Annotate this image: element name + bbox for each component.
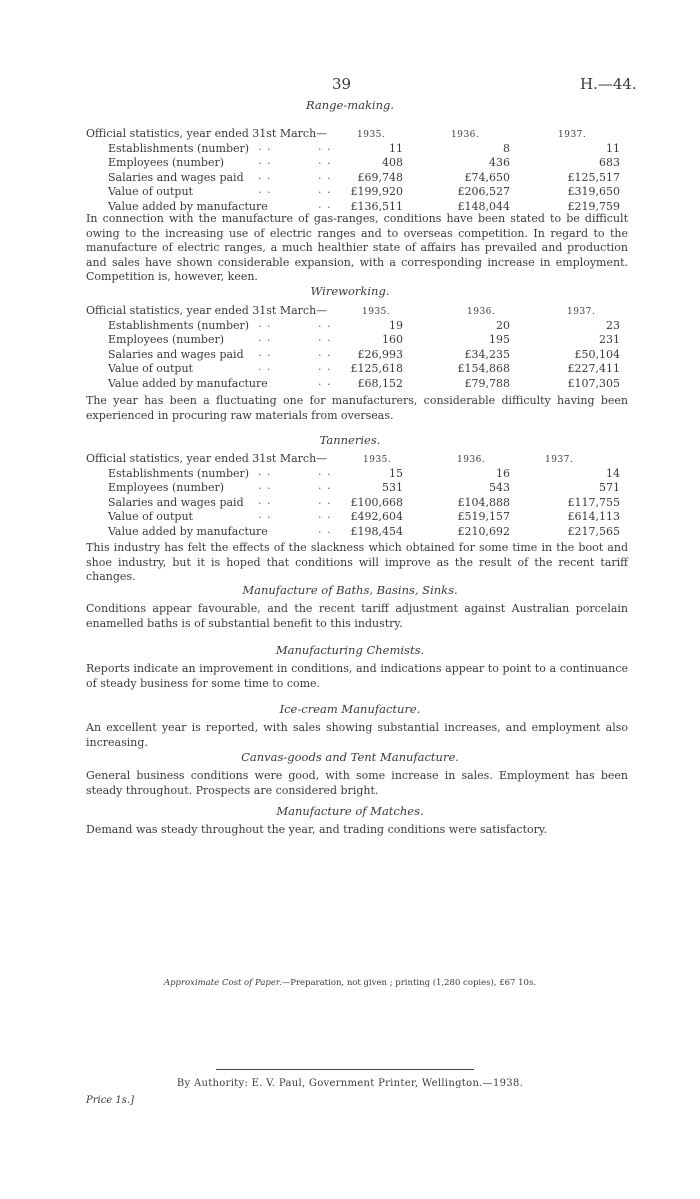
paragraph-icecream: An excellent year is reported, with sales showing substantial increases, and employment also increasing. <box>86 721 628 749</box>
row-label: Value of output <box>108 510 193 523</box>
stats-lead: Official statistics, year ended 31st March— <box>86 452 328 465</box>
year-1935: 1935. <box>362 307 391 317</box>
row-label: Establishments (number) <box>108 466 250 480</box>
cell-1937: £117,755 <box>567 495 620 509</box>
cell-1937: 23 <box>606 318 620 332</box>
row-label: Employees (number) <box>108 156 225 169</box>
document-code: H.—44. <box>580 75 637 93</box>
leader-dots: . . <box>258 168 272 182</box>
table-row <box>86 316 646 334</box>
table-row <box>86 333 646 348</box>
leader-dots: . . <box>318 345 332 359</box>
cell-1937: 14 <box>606 466 620 480</box>
cost-label: Approximate Cost of Paper. <box>163 978 282 988</box>
cell-1936: 16 <box>496 466 510 480</box>
leader-dots: . . <box>318 183 332 196</box>
cell-1935: £69,748 <box>357 170 403 184</box>
cell-1936: £154,868 <box>457 362 510 375</box>
section-title-wireworking: Wireworking. <box>310 284 390 298</box>
leader-dots: . . <box>318 374 332 388</box>
row-label: Value added by manufacture <box>108 376 268 390</box>
table-row <box>86 345 646 363</box>
leader-dots: . . <box>258 345 272 359</box>
price-note: Price 1s.] <box>86 1095 134 1106</box>
cell-1936: 543 <box>489 481 510 494</box>
cell-1936: £34,235 <box>464 347 510 361</box>
cell-1935: 11 <box>389 141 403 155</box>
cell-1936: 195 <box>489 333 510 346</box>
table-row <box>86 156 646 171</box>
section-title-matches: Manufacture of Matches. <box>276 804 424 818</box>
leader-dots: . . <box>258 154 272 167</box>
leader-dots: . . <box>318 139 332 153</box>
cell-1937: 231 <box>599 333 620 346</box>
cell-1935: £198,454 <box>350 524 403 538</box>
leader-dots: . . <box>318 168 332 182</box>
paragraph-tanneries: This industry has felt the effects of the slackness which obtained for some time in the boot and shoe industry, but it is hoped that conditions will improve as the result of the recent tariff changes. <box>86 541 628 583</box>
cell-1935: 15 <box>389 466 403 480</box>
paragraph-matches: Demand was steady throughout the year, and trading conditions were satisfactory. <box>86 823 548 836</box>
leader-dots: . . <box>258 360 272 373</box>
leader-dots: . . <box>318 360 332 373</box>
section-title-canvas: Canvas-goods and Tent Manufacture. <box>241 750 459 764</box>
stats-lead: Official statistics, year ended 31st March— <box>86 127 328 140</box>
row-label: Employees (number) <box>108 481 225 494</box>
cell-1936: £79,788 <box>464 376 510 390</box>
year-1937: 1937. <box>567 307 596 317</box>
cell-1935: 160 <box>382 333 403 346</box>
table-row <box>86 168 646 186</box>
table-row <box>86 493 646 511</box>
leader-dots: . . <box>258 508 272 521</box>
paragraph-range-making: In connection with the manufacture of gas-ranges, conditions have been stated to be difficult owing to the increasing use of electric ranges and to overseas competition. In regard to the manufacture of electric ranges, a much healthier state of affairs has prevailed and production and sales have shown considerable expansion, with a corresponding increase in employment. Competition is, however, keen. <box>86 212 628 283</box>
leader-dots: . . <box>258 464 272 478</box>
stats-lead: Official statistics, year ended 31st March— <box>86 304 328 317</box>
cell-1935: £136,511 <box>350 199 403 213</box>
leader-dots: . . <box>318 197 332 211</box>
cell-1936: £210,692 <box>457 524 510 538</box>
stats-table-wireworking <box>86 304 646 391</box>
cell-1936: £519,157 <box>457 510 510 523</box>
cell-1937: 571 <box>599 481 620 494</box>
section-title-chemists: Manufacturing Chemists. <box>275 643 425 657</box>
leader-dots: . . <box>318 522 332 536</box>
row-label: Value of output <box>108 362 193 375</box>
leader-dots: . . <box>258 479 272 492</box>
table-row <box>86 374 646 392</box>
table-row <box>86 185 646 200</box>
paragraph-baths: Conditions appear favourable, and the recent tariff adjustment against Australian porcelain enamelled baths is of substantial benefit to this industry. <box>86 602 628 630</box>
row-label: Value added by manufacture <box>108 524 268 538</box>
table-row <box>86 510 646 525</box>
cell-1936: £206,527 <box>457 185 510 198</box>
cell-1936: 436 <box>489 156 510 169</box>
paragraph-chemists: Reports indicate an improvement in conditions, and indications appear to point to a continuance of steady business for some time to come. <box>86 662 628 690</box>
cell-1935: £125,618 <box>350 362 403 375</box>
leader-dots: . . <box>318 464 332 478</box>
cost-text: —Preparation, not given ; printing (1,280 copies), £67 10s. <box>281 978 537 988</box>
table-row <box>86 362 646 377</box>
footer-rule <box>216 1069 474 1070</box>
leader-dots: . . <box>318 331 332 344</box>
table-row <box>86 139 646 157</box>
cell-1936: 20 <box>496 318 510 332</box>
row-label: Salaries and wages paid <box>108 495 244 509</box>
leader-dots: . . <box>318 493 332 507</box>
year-1935: 1935. <box>357 130 386 140</box>
cell-1935: 531 <box>382 481 403 494</box>
printer-authority: By Authority: E. V. Paul, Government Printer, Wellington.—1938. <box>176 1078 524 1089</box>
section-title-range-making: Range-making. <box>305 98 395 112</box>
year-1936: 1936. <box>457 455 486 465</box>
leader-dots: . . <box>258 493 272 507</box>
stats-header <box>86 127 646 142</box>
row-label: Salaries and wages paid <box>108 170 244 184</box>
cell-1937: £614,113 <box>567 510 620 523</box>
cell-1937: £227,411 <box>567 362 620 375</box>
row-label: Value of output <box>108 185 193 198</box>
row-label: Establishments (number) <box>108 141 250 155</box>
cell-1935: £492,604 <box>350 510 403 523</box>
cell-1935: 408 <box>382 156 403 169</box>
table-row <box>86 522 646 540</box>
stats-header <box>86 452 646 467</box>
leader-dots: . . <box>258 331 272 344</box>
paragraph-canvas: General business conditions were good, with some increase in sales. Employment has been steady throughout. Prospects are considered bright. <box>86 769 628 797</box>
stats-header <box>86 304 646 319</box>
stats-table-tanneries <box>86 452 646 539</box>
leader-dots: . . <box>258 139 272 153</box>
cell-1935: £199,920 <box>350 185 403 198</box>
cost-note <box>0 978 700 988</box>
row-label: Value added by manufacture <box>108 199 268 213</box>
cell-1937: £319,650 <box>567 185 620 198</box>
year-1937: 1937. <box>545 455 574 465</box>
page-number: 39 <box>332 75 352 93</box>
cell-1937: £50,104 <box>574 347 620 361</box>
year-1937: 1937. <box>558 130 587 140</box>
cell-1937: £219,759 <box>567 199 620 213</box>
cell-1935: 19 <box>389 318 403 332</box>
row-label: Establishments (number) <box>108 318 250 332</box>
cell-1937: £125,517 <box>567 170 620 184</box>
leader-dots: . . <box>258 183 272 196</box>
cell-1936: £148,044 <box>457 199 510 213</box>
section-title-tanneries: Tanneries. <box>319 433 381 447</box>
cell-1937: £217,565 <box>567 524 620 538</box>
cell-1935: £100,668 <box>350 495 403 509</box>
leader-dots: . . <box>318 154 332 167</box>
cell-1936: £74,650 <box>464 170 510 184</box>
row-label: Employees (number) <box>108 333 225 346</box>
cell-1935: £68,152 <box>357 376 403 390</box>
cell-1937: £107,305 <box>567 376 620 390</box>
section-title-icecream: Ice-cream Manufacture. <box>279 702 421 716</box>
leader-dots: . . <box>318 479 332 492</box>
leader-dots: . . <box>318 508 332 521</box>
year-1936: 1936. <box>467 307 496 317</box>
cell-1937: 683 <box>599 156 620 169</box>
cell-1937: 11 <box>606 141 620 155</box>
leader-dots: . . <box>318 316 332 330</box>
stats-table-range-making <box>86 127 646 214</box>
cell-1936: 8 <box>503 141 510 155</box>
table-row <box>86 481 646 496</box>
leader-dots: . . <box>258 316 272 330</box>
year-1936: 1936. <box>451 130 480 140</box>
cell-1936: £104,888 <box>457 495 510 509</box>
cell-1935: £26,993 <box>357 347 403 361</box>
year-1935: 1935. <box>363 455 392 465</box>
section-title-baths: Manufacture of Baths, Basins, Sinks. <box>242 583 458 597</box>
paragraph-wireworking: The year has been a fluctuating one for manufacturers, considerable difficulty having been experienced in procuring raw materials from overseas. <box>86 394 628 422</box>
table-row <box>86 464 646 482</box>
row-label: Salaries and wages paid <box>108 347 244 361</box>
